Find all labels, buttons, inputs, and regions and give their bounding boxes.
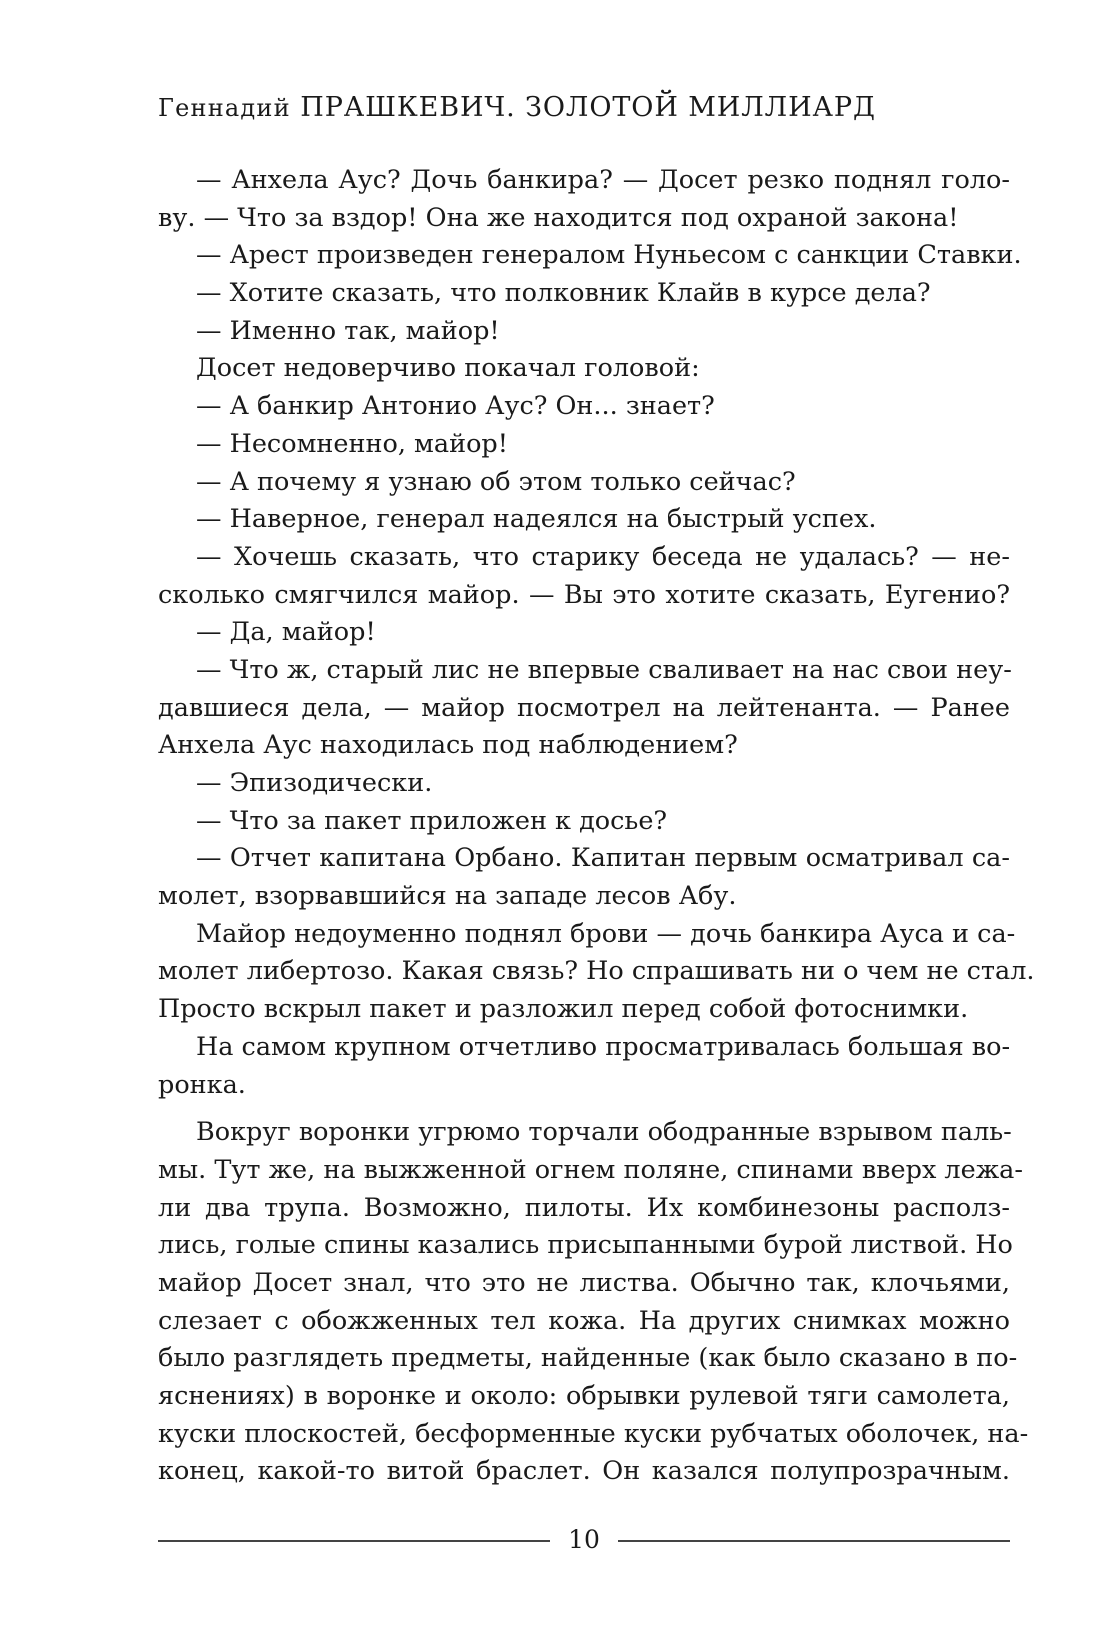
body-text [158, 162, 1035, 1491]
text-line: — Что за пакет приложен к досье? [196, 805, 668, 836]
text-line: Майор недоуменно поднял брови — дочь банкира Ауса и са- [196, 918, 1016, 949]
page-footer [158, 1522, 1010, 1558]
text-line: майор Досет знал, что это не листва. Обычно так, клочьями, [158, 1267, 1010, 1298]
text-line: давшиеся дела, — майор посмотрел на лейтенанта. — Ранее [158, 692, 1010, 723]
running-head [158, 92, 876, 123]
text-line: — Эпизодически. [196, 768, 433, 798]
footer-rule-right [618, 1540, 1010, 1542]
text-line: — Отчет капитана Орбано. Капитан первым осматривал са- [196, 843, 1010, 874]
text-line: — Наверное, генерал надеялся на быстрый успех. [196, 504, 877, 535]
text-line: молет либертозо. Какая связь? Но спрашивать ни о чем не стал. [158, 956, 1035, 987]
text-line: — Именно так, майор! [196, 315, 500, 346]
text-line: — Хотите сказать, что полковник Клайв в курсе дела? [196, 278, 931, 309]
book-title: ПРАШКЕВИЧ. ЗОЛОТОЙ МИЛЛИАРД [300, 92, 876, 123]
text-line: куски плоскостей, бесформенные куски рубчатых оболочек, на- [158, 1418, 1029, 1449]
paragraph-gap [158, 1104, 1010, 1114]
text-line: сколько смягчился майор. — Вы это хотите сказать, Еугенио? [158, 579, 1010, 610]
text-line: Вокруг воронки угрюмо торчали ободранные взрывом паль- [196, 1117, 1012, 1148]
text-line: ли два трупа. Возможно, пилоты. Их комбинезоны располз- [158, 1192, 1010, 1223]
text-line: Досет недоверчиво покачал головой: [196, 353, 700, 384]
text-line: Просто вскрыл пакет и разложил перед собой фотоснимки. [158, 994, 969, 1025]
text-line: — Несомненно, майор! [196, 428, 509, 459]
text-line: — Что ж, старый лис не впервые сваливает на нас свои неу- [196, 654, 1012, 685]
text-line: — Анхела Аус? Дочь банкира? — Досет резко поднял голо- [196, 165, 1010, 195]
text-line: молет, взорвавшийся на западе лесов Абу. [158, 881, 737, 912]
text-line: яснениях) в воронке и около: обрывки рулевой тяги самолета, [158, 1381, 1010, 1411]
page-number: 10 [568, 1525, 600, 1554]
author-name: Геннадий [158, 94, 291, 122]
text-line: Анхела Аус находилась под наблюдением? [158, 730, 738, 761]
text-line: лись, голые спины казались присыпанными бурой листвой. Но [158, 1230, 1013, 1261]
text-line: — А почему я узнаю об этом только сейчас? [196, 466, 796, 497]
text-line: слезает с обожженных тел кожа. На других снимках можно [158, 1305, 1010, 1336]
text-line: — Хочешь сказать, что старику беседа не удалась? — не- [196, 541, 1010, 572]
text-line: — Да, майор! [196, 617, 376, 648]
text-line: — А банкир Антонио Аус? Он... знает? [196, 391, 715, 422]
text-line: мы. Тут же, на выжженной огнем поляне, спинами вверх лежа- [158, 1154, 1023, 1185]
text-line: На самом крупном отчетливо просматривалась большая во- [196, 1031, 1011, 1062]
text-line: — Арест произведен генералом Нуньесом с санкции Ставки. [196, 240, 1022, 271]
text-line: конец, какой-то витой браслет. Он казался полупрозрачным. [158, 1456, 1010, 1487]
text-line: ронка. [158, 1069, 246, 1100]
text-line: ву. — Что за вздор! Она же находится под охраной закона! [158, 202, 959, 233]
text-line: было разглядеть предметы, найденные (как было сказано в по- [158, 1343, 1018, 1374]
